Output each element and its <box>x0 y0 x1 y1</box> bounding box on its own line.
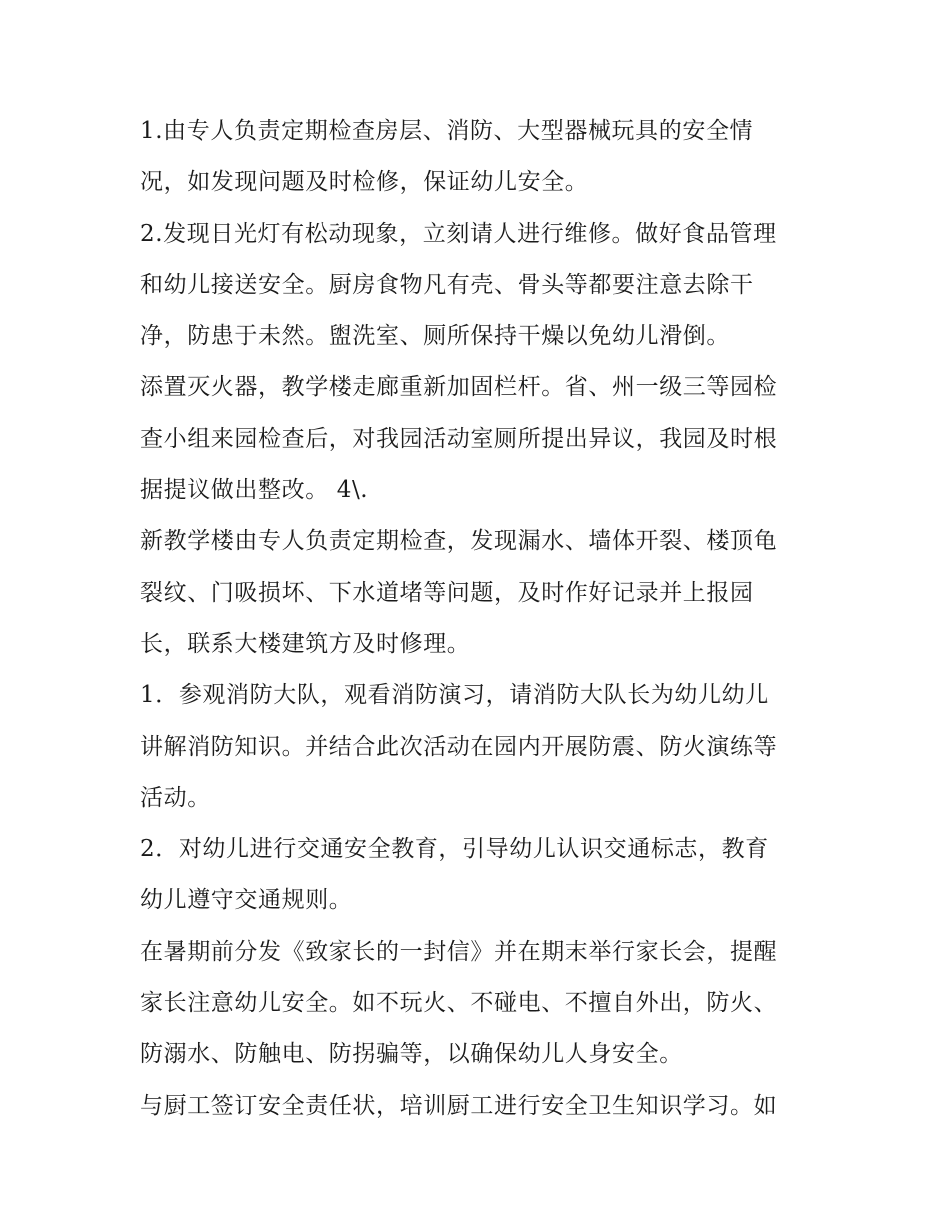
paragraph-2 <box>140 209 830 363</box>
paragraph-8 <box>140 1081 830 1132</box>
paragraph-4 <box>140 516 830 670</box>
text-line: 长，联系大楼建筑方及时修理。 <box>140 630 471 657</box>
paragraph-1 <box>140 106 830 209</box>
text-line: 新教学楼由专人负责定期检查，发现漏水、墙体开裂、楼顶龟 <box>140 528 778 555</box>
document-body <box>140 106 830 1132</box>
text-line: 添置灭火器，教学楼走廊重新加固栏杆。省、州一级三等园检 <box>140 374 778 401</box>
text-line: 裂纹、门吸损坏、下水道堵等问题，及时作好记录并上报园 <box>140 579 754 606</box>
text-line: 防溺水、防触电、防拐骗等，以确保幼儿人身安全。 <box>140 1041 683 1068</box>
text-line: 2．对幼儿进行交通安全教育，引导幼儿认识交通标志，教育 <box>140 836 769 863</box>
text-line: 和幼儿接送安全。厨房食物凡有壳、骨头等都要注意去除干 <box>140 271 754 298</box>
text-line: 活动。 <box>140 784 211 811</box>
text-line: 1.由专人负责定期检查房层、消防、大型器械玩具的安全情 <box>140 118 754 144</box>
text-line: 与厨工签订安全责任状，培训厨工进行安全卫生知识学习。如 <box>140 1092 778 1119</box>
text-line: 况，如发现问题及时检修，保证幼儿安全。 <box>140 169 589 196</box>
text-line: 1．参观消防大队，观看消防演习，请消防大队长为幼儿幼儿 <box>140 682 769 709</box>
paragraph-6 <box>140 824 830 927</box>
text-line: 查小组来园检查后，对我园活动室厕所提出异议，我园及时根 <box>140 425 778 452</box>
text-line: 在暑期前分发《致家长的一封信》并在期末举行家长会，提醒 <box>140 938 778 965</box>
paragraph-3 <box>140 362 830 516</box>
text-line: 2.发现日光灯有松动现象，立刻请人进行维修。做好食品管理 <box>140 220 777 247</box>
text-line: 据提议做出整改。 4\. <box>140 477 369 504</box>
paragraph-5 <box>140 670 830 824</box>
text-line: 净，防患于未然。盥洗室、厕所保持干燥以免幼儿滑倒。 <box>140 323 730 350</box>
text-line: 讲解消防知识。并结合此次活动在园内开展防震、防火演练等 <box>140 733 778 760</box>
text-line: 家长注意幼儿安全。如不玩火、不碰电、不擅自外出，防火、 <box>140 990 778 1017</box>
paragraph-7 <box>140 927 830 1081</box>
text-line: 幼儿遵守交通规则。 <box>140 887 353 914</box>
